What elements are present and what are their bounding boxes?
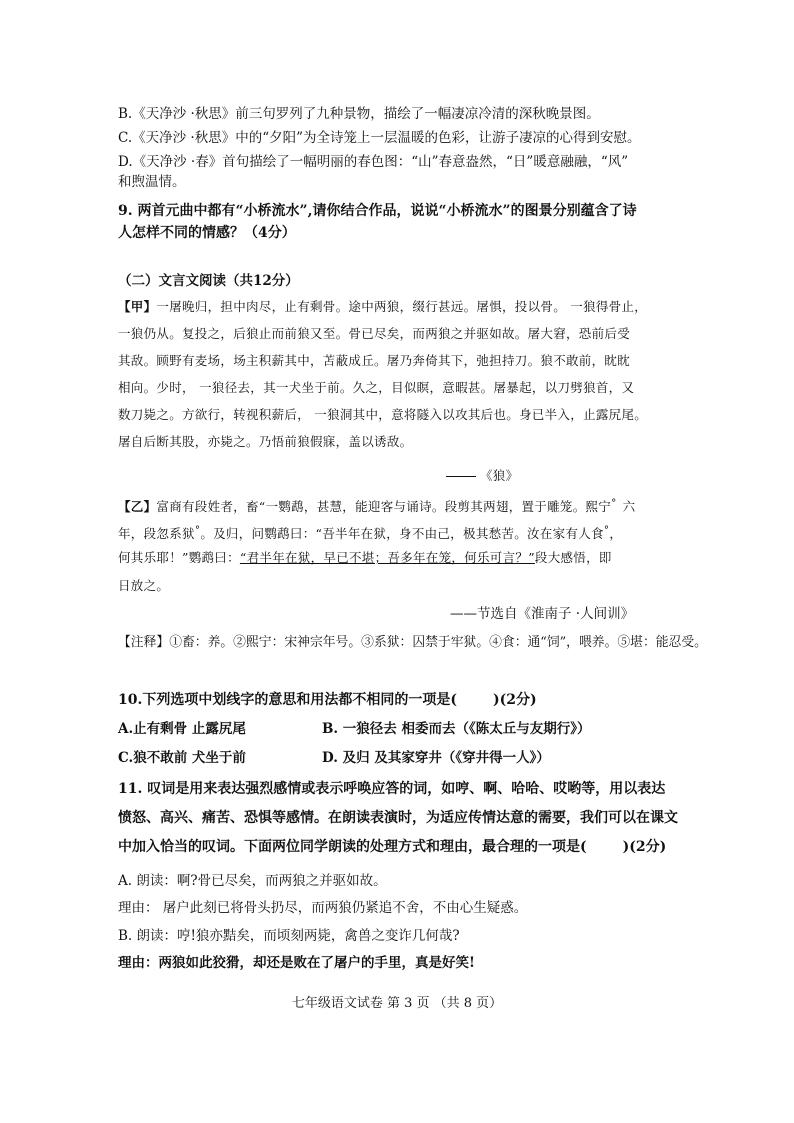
q10-option-c: C.狼不敢前 犬坐于前 [118,750,246,766]
jia-label: 【甲】 [118,299,157,314]
q9-line2: 人怎样不同的情感？（4分） [118,225,296,241]
q10-option-d: D. 及归 及其家穿井（《穿井得一人》） [322,750,550,766]
section2-title: （二）文言文阅读（共12分） [118,273,299,289]
q11-option-a-reason: 理由： 屠户此刻已将骨头扔尽，而两狼仍紧追不舍，不由心生疑惑。 [118,900,528,916]
q10-stem: 10.下列选项中划线字的意思和用法都不相同的一项是( )(2分) [118,692,537,708]
annotations: 【注释】①畜：养。②熙宁：宋神宗年号。③系狱：囚禁于牢狱。④食：通“饲”，喂养。⑤堪：能忍受。 [118,635,707,650]
jia-line-3: 其敌。顾野有麦场，场主积薪其中，苫蔽成丘。屠乃奔倚其下，弛担持刀。狼不敢前，眈眈 [118,353,631,368]
q10-option-a: A.止有剩骨 止露尻尾 [118,721,246,737]
yi-label: 【乙】 [118,499,157,515]
jia-line-6: 屠自后断其股，亦毙之。乃悟前狼假寐，盖以诱敌。 [118,434,413,449]
q10-stem-text: 10.下列选项中划线字的意思和用法都不相同的一项是 [118,692,451,708]
yi-text-3b: 段大感悟，即 [534,550,612,565]
yi-text-2b: 。及归，问鹦鹉曰：“吾半年在狱，身不由己，极其愁苦。汝在家有人食 [200,526,604,542]
q11-line3: 中加入恰当的叹词。下面两位同学朗读的处理方式和理由，最合理的一项是( )(2分) [118,839,667,855]
jia-source-title: 《狼》 [480,468,519,483]
yi-text-2c: ， [609,526,623,542]
jia-line-2: 一狼仍从。复投之，后狼止而前狼又至。骨已尽矣，而两狼之并驱如故。屠大窘，恐前后受 [118,326,631,341]
yi-source: ——节选自《淮南子 ·人间训》 [450,606,635,622]
yi-six: 六 [622,499,636,515]
superscript-mark: ° [611,497,617,509]
yi-text-1: 富商有段姓者，畜“一鹦鹉，甚慧，能迎客与诵诗。段剪其两翅，置于雕笼。熙宁 [156,499,612,515]
source-dash [446,476,476,477]
q11-option-b-reading: B. 朗读：哼!狼亦黠矣，而顷刻两毙，禽兽之变诈几何哉? [118,928,460,944]
jia-text-1: 一屠晚归，担中肉尽，止有剩骨。途中两狼，缀行甚远。屠惧，投以骨。 一狼得骨止， [156,299,648,314]
jia-line-4: 相向。少时， 一狼径去，其一犬坐于前。久之，目似瞑，意暇甚。屠暴起，以刀劈狼首，又 [118,380,635,395]
jia-line-1 [118,297,647,317]
superscript-mark: ° [603,524,610,536]
yi-line-3 [118,548,612,568]
q11-line3-text: 中加入恰当的叹词。下面两位同学朗读的处理方式和理由，最合理的一项是 [118,839,580,855]
yi-text-3a: 何其乐耶！”鹦鹉曰： [118,550,240,565]
yi-line-2 [118,520,622,544]
superscript-mark: ° [194,524,201,536]
q8-option-d-line2: 和煦温情。 [118,174,186,190]
q11-line2: 愤怒、高兴、痛苦、恐惧等感情。在朗读表演时，为适应传情达意的需要，我们可以在课文 [118,810,678,826]
q11-line1: 11. 叹词是用来表达强烈感情或表示呼唤应答的词，如哼、啊、哈哈、哎哟等，用以表达 [118,781,666,797]
yi-line-1 [118,493,635,517]
yi-underlined-quote: “君半年在狱，早已不堪；吾多年在笼，何乐可言？” [239,550,535,565]
jia-source [446,466,518,486]
q11-points: (2分) [629,839,667,855]
q8-option-d-line1: D.《天净沙 ·春》首句描绘了一幅明丽的春色图：“山”春意盎然，“日”暖意融融，“风” [118,154,629,170]
q8-option-c: C.《天净沙 ·秋思》中的“夕阳”为全诗笼上一层温暖的色彩，让游子凄凉的心得到安慰。 [118,130,641,146]
yi-line-4: 日放之。 [118,578,170,593]
q11-option-b-reason: 理由：两狼如此狡猾，却还是败在了屠户的手里，真是好笑! [118,955,475,971]
q10-option-b: B. 一狼径去 相委而去（《陈太丘与友期行》） [322,721,591,737]
yi-text-2a: 年，段忽系狱 [118,526,195,542]
q10-points: (2分) [499,692,537,708]
q11-option-a-reading: A. 朗读：啊?骨已尽矣，而两狼之并驱如故。 [118,873,387,889]
q8-option-b: B.《天净沙 ·秋思》前三句罗列了九种景物，描绘了一幅凄凉冷清的深秋晚景图。 [118,106,600,122]
page-footer: 七年级语文试卷 第 3 页 （共 8 页） [291,996,503,1011]
q9-line1: 9. 两首元曲中都有“小桥流水”,请你结合作品，说说“小桥流水”的图景分别蕴含了诗 [118,203,637,219]
jia-line-5: 数刀毙之。方欲行，转视积薪后， 一狼洞其中，意将隧入以攻其后也。身已半入，止露尻尾。 [118,407,648,422]
